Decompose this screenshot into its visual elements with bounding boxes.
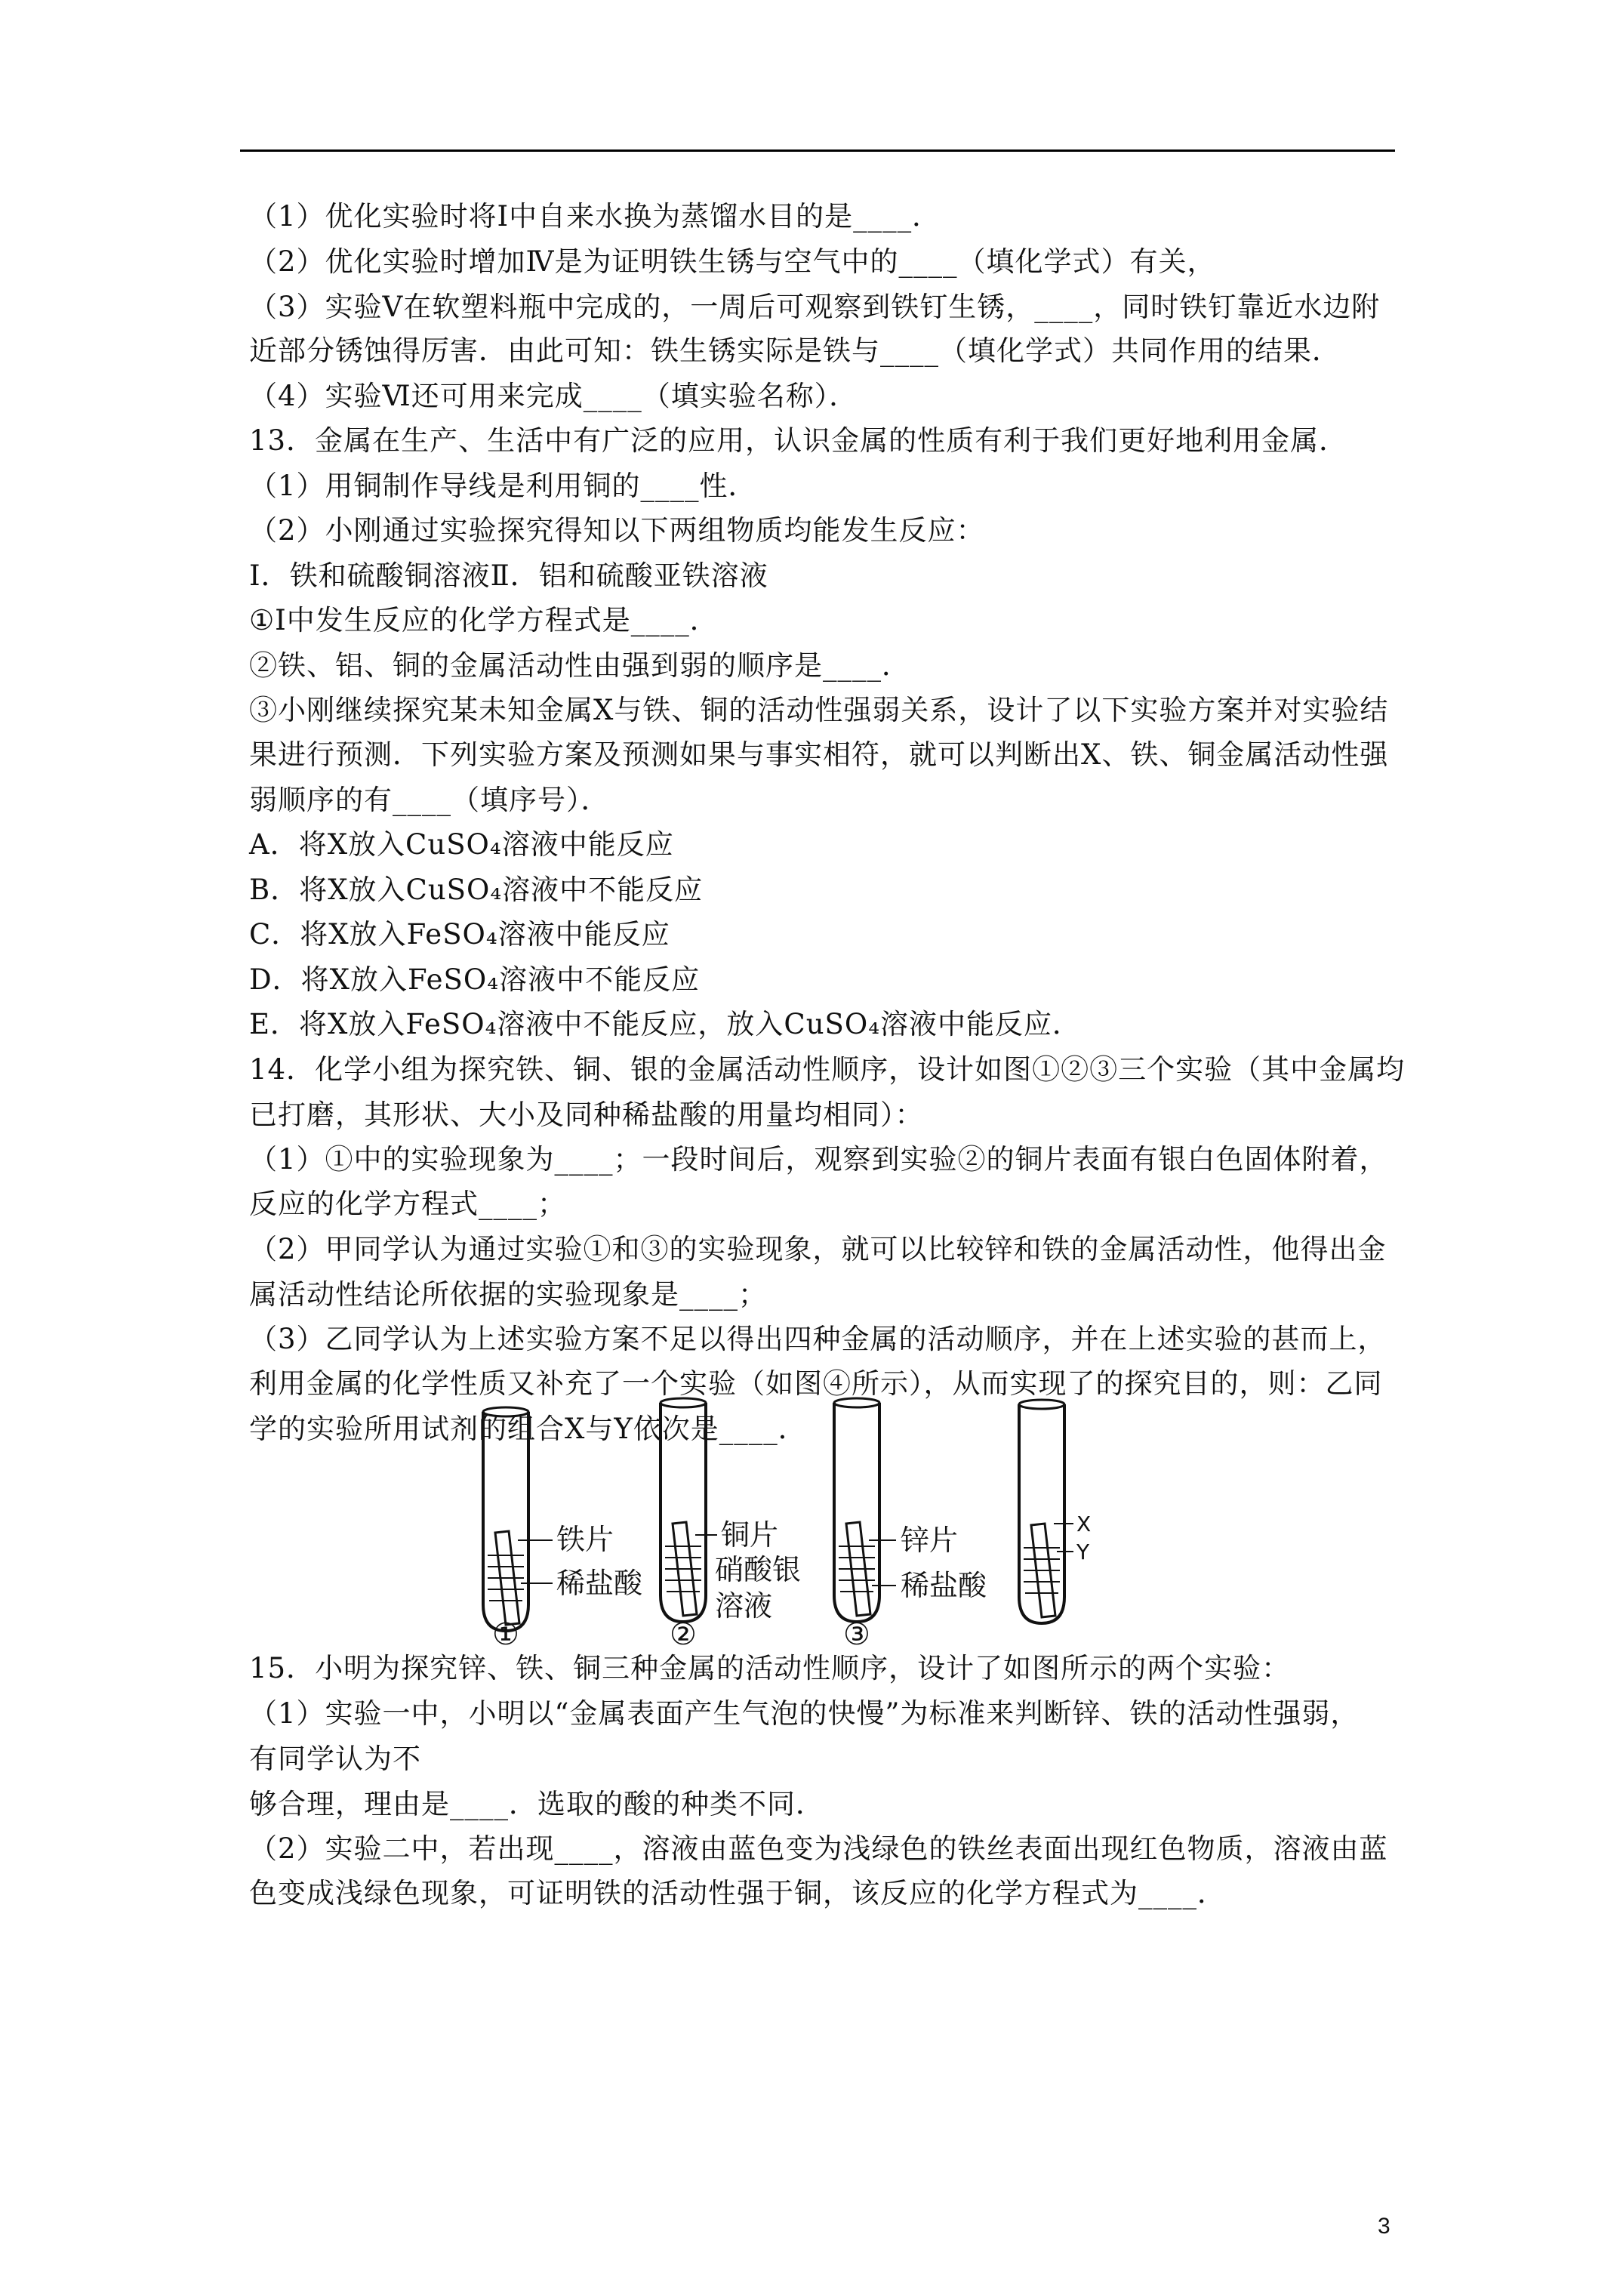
text-line: 属活动性结论所依据的实验现象是____； [249,1278,767,1311]
tube-4-label-x: X [1076,1512,1092,1536]
text-line: 学的实验所用试剂的组合X与Y依次是____． [249,1413,807,1445]
text-line: Ⅰ．铁和硫酸铜溶液Ⅱ．铝和硫酸亚铁溶液 [249,559,768,592]
test-tube-2 [661,1398,801,1652]
tube-2-label-solution-2: 溶液 [715,1589,773,1623]
text-line: ②铁、铝、铜的金属活动性由强到弱的顺序是____． [249,649,910,682]
tube-1-label-metal: 铁片 [556,1523,614,1556]
text-line: D．将X放入FeSO₄溶液中不能反应 [249,963,701,996]
text-line: 利用金属的化学性质又补充了一个实验（如图④所示），从而实现了的探究目的，则：乙同 [249,1367,1383,1400]
header-rule [240,149,1395,152]
tube-2-label-solution: 硝酸银 [715,1553,802,1586]
text-line: ③小刚继续探究某未知金属X与铁、铜的活动性强弱关系，设计了以下实验方案并对实验结 [249,694,1389,726]
tube-4-label-y: Y [1076,1539,1090,1564]
text-line: 果进行预测．下列实验方案及预测如果与事实相符，就可以判断出X、铁、铜金属活动性强 [249,738,1389,771]
text-line: 15．小明为探究锌、铁、铜三种金属的活动性顺序，设计了如图所示的两个实验： [249,1652,1291,1684]
text-line: 有同学认为不 [249,1743,421,1775]
text-line: 色变成浅绿色现象，可证明铁的活动性强于铜，该反应的化学方程式为____． [249,1877,1226,1909]
test-tube-1 [483,1407,643,1652]
text-line: 13．金属在生产、生活中有广泛的应用，认识金属的性质有利于我们更好地利用金属． [249,424,1348,457]
text-line: 够合理，理由是____．选取的酸的种类不同． [249,1788,824,1820]
text-line: C．将X放入FeSO₄溶液中能反应 [249,918,670,951]
tube-3-number: ③ [843,1617,870,1652]
text-line: （4）实验Ⅵ还可用来完成____（填实验名称）． [249,380,858,412]
tube-2-number: ② [670,1617,697,1652]
text-line: ①Ⅰ中发生反应的化学方程式是____． [249,604,719,636]
tube-1-number: ① [492,1617,519,1652]
text-line: 14．化学小组为探究铁、铜、银的金属活动性顺序，设计如图①②③三个实验（其中金属均 [249,1053,1406,1086]
test-tube-figure [453,1404,1092,1652]
text-line: B．将X放入CuSO₄溶液中不能反应 [249,874,704,906]
text-line: （1）用铜制作导线是利用铜的____性． [249,470,757,502]
text-line: 反应的化学方程式____； [249,1188,566,1220]
tube-3-label-metal: 锌片 [901,1524,959,1557]
test-tube-3 [834,1398,987,1652]
tube-2-label-metal: 铜片 [721,1518,779,1552]
tube-1-label-solution: 稀盐酸 [556,1567,643,1600]
tube-3-label-solution: 稀盐酸 [901,1569,987,1602]
text-line: （2）优化实验时增加Ⅳ是为证明铁生锈与空气中的____（填化学式）有关， [249,245,1216,278]
text-line: （2）实验二中，若出现____，溶液由蓝色变为浅绿色的铁丝表面出现红色物质，溶液由蓝 [249,1832,1388,1865]
text-line: E．将X放入FeSO₄溶液中不能反应，放入CuSO₄溶液中能反应． [249,1008,1082,1040]
text-line: 弱顺序的有____（填序号）． [249,784,610,816]
test-tube-4 [1019,1400,1091,1623]
text-line: （3）实验Ⅴ在软塑料瓶中完成的，一周后可观察到铁钉生锈，____，同时铁钉靠近水边附 [249,291,1381,323]
page-number: 3 [1378,2214,1390,2239]
text-line: 已打磨，其形状、大小及同种稀盐酸的用量均相同）： [249,1099,924,1131]
text-line: （1）优化实验时将Ⅰ中自来水换为蒸馏水目的是____． [249,200,941,233]
text-line: 近部分锈蚀得厉害．由此可知：铁生锈实际是铁与____（填化学式）共同作用的结果． [249,334,1341,367]
text-line: （2）甲同学认为通过实验①和③的实验现象，就可以比较锌和铁的金属活动性，他得出金 [249,1233,1387,1265]
text-line: A．将X放入CuSO₄溶液中能反应 [249,828,674,861]
text-line: （1）实验一中，小明以“金属表面产生气泡的快慢”为标准来判断锌、铁的活动性强弱， [249,1697,1360,1730]
text-line: （2）小刚通过实验探究得知以下两组物质均能发生反应： [249,514,985,547]
text-line: （3）乙同学认为上述实验方案不足以得出四种金属的活动顺序，并在上述实验的甚而上， [249,1323,1387,1355]
text-line: （1）①中的实验现象为____；一段时间后，观察到实验②的铜片表面有银白色固体附着， [249,1143,1388,1176]
